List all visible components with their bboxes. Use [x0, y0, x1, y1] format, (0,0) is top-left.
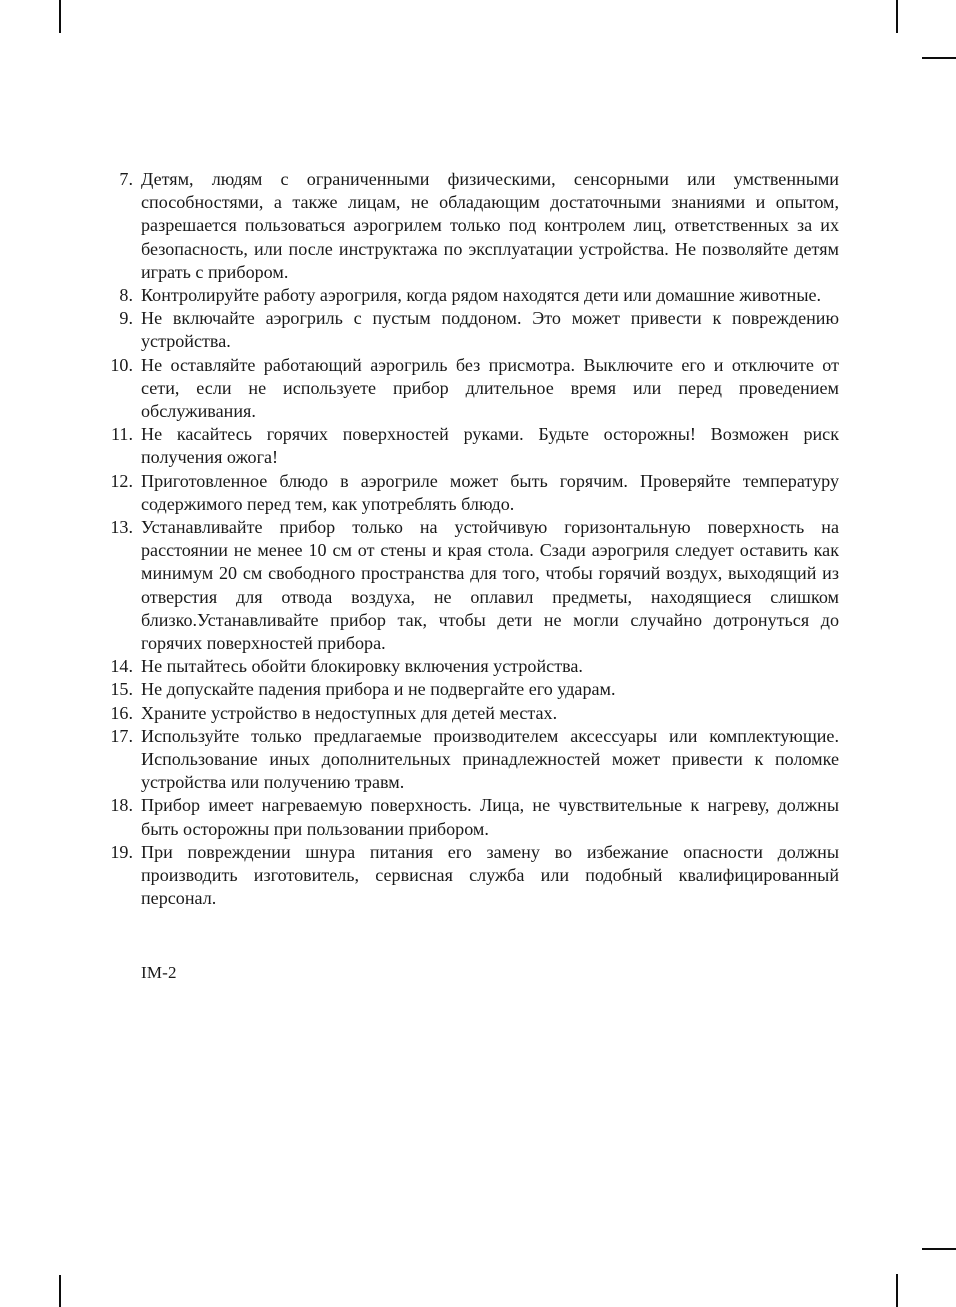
list-item-text: Детям, людям с ограниченными физическими, сенсорными или умственными способностями, а также лицам, не обладающим достаточными знаниями и опытом, разрешается пользоваться аэрогрилем только под контролем лиц, ответственных за их безопасность, или после инструктажа по эксплуатации устройства. Не позволяйте детям играть с прибором.	[141, 169, 839, 282]
list-item	[105, 354, 839, 424]
list-item	[105, 655, 839, 678]
list-item	[105, 423, 839, 469]
crop-mark-top-right-horizontal	[922, 57, 956, 59]
list-item-number: 8.	[119, 285, 133, 306]
list-item-number: 17.	[110, 725, 133, 746]
list-item	[105, 307, 839, 353]
list-item	[105, 470, 839, 516]
page-footer-label: IM-2	[141, 963, 177, 982]
list-item-number: 7.	[119, 169, 133, 189]
list-item-text: Контролируйте работу аэрогриля, когда рядом находятся дети или домашние животные.	[141, 285, 822, 306]
list-item-number: 10.	[110, 354, 133, 375]
safety-instructions-list	[105, 168, 839, 911]
list-item-text: Не касайтесь горячих поверхностей руками. Будьте осторожны! Возможен риск получения ожога!	[141, 424, 839, 468]
crop-mark-bottom-right-vertical	[896, 1274, 898, 1307]
list-item	[105, 678, 839, 701]
list-item	[105, 725, 839, 795]
list-item-text: Не пытайтесь обойти блокировку включения устройства.	[141, 656, 583, 677]
page-text-body	[105, 168, 839, 911]
list-item-text: Храните устройство в недоступных для детей местах.	[141, 702, 558, 723]
list-item-number: 16.	[110, 702, 133, 723]
crop-mark-top-left	[59, 0, 61, 33]
list-item-number: 12.	[110, 470, 133, 491]
list-item-number: 18.	[110, 795, 133, 816]
list-item-number: 14.	[110, 656, 133, 677]
list-item-text: Используйте только предлагаемые производителем аксессуары или комплектующие. Использование иных дополнительных принадлежностей может привести к поломке устройства или получению травм.	[141, 725, 839, 793]
crop-mark-bottom-right-horizontal	[922, 1248, 956, 1250]
list-item-text: Приготовленное блюдо в аэрогриле может быть горячим. Проверяйте температуру содержимого перед тем, как употреблять блюдо.	[141, 470, 839, 514]
list-item-number: 11.	[111, 424, 133, 445]
list-item-text: Прибор имеет нагреваемую поверхность. Лица, не чувствительные к нагреву, должны быть осторожны при пользовании прибором.	[141, 795, 839, 839]
crop-mark-top-right-vertical	[896, 0, 898, 33]
list-item-text: Не допускайте падения прибора и не подвергайте его ударам.	[141, 679, 616, 700]
list-item	[105, 516, 839, 655]
list-item-text: Не включайте аэрогриль с пустым поддоном. Это может привести к повреждению устройства.	[141, 308, 839, 352]
list-item	[105, 168, 839, 284]
list-item	[105, 841, 839, 911]
list-item-number: 9.	[119, 308, 133, 329]
list-item-number: 13.	[110, 517, 133, 538]
list-item	[105, 284, 839, 307]
list-item	[105, 794, 839, 840]
crop-mark-bottom-left	[59, 1275, 61, 1307]
list-item-number: 19.	[110, 841, 133, 862]
list-item-text: При повреждении шнура питания его замену во избежание опасности должны производить изготовитель, сервисная служба или подобный квалифицированный персонал.	[141, 841, 839, 909]
list-item-text: Не оставляйте работающий аэрогриль без присмотра. Выключите его и отключите от сети, если не используете прибор длительное время или перед проведением обслуживания.	[141, 354, 839, 422]
list-item-number: 15.	[110, 679, 133, 700]
list-item	[105, 702, 839, 725]
list-item-text: Устанавливайте прибор только на устойчивую горизонтальную поверхность на расстоянии не менее 10 см от стены и края стола. Сзади аэрогриля следует оставить как минимум 20 см свободного пространства для того, чтобы горячий воздух, выходящий из отверстия для отвода воздуха, не оплавил предметы, находящиеся слишком близко.Устанавливайте прибор так, чтобы дети не могли случайно дотронуться до горячих поверхностей прибора.	[141, 517, 839, 654]
